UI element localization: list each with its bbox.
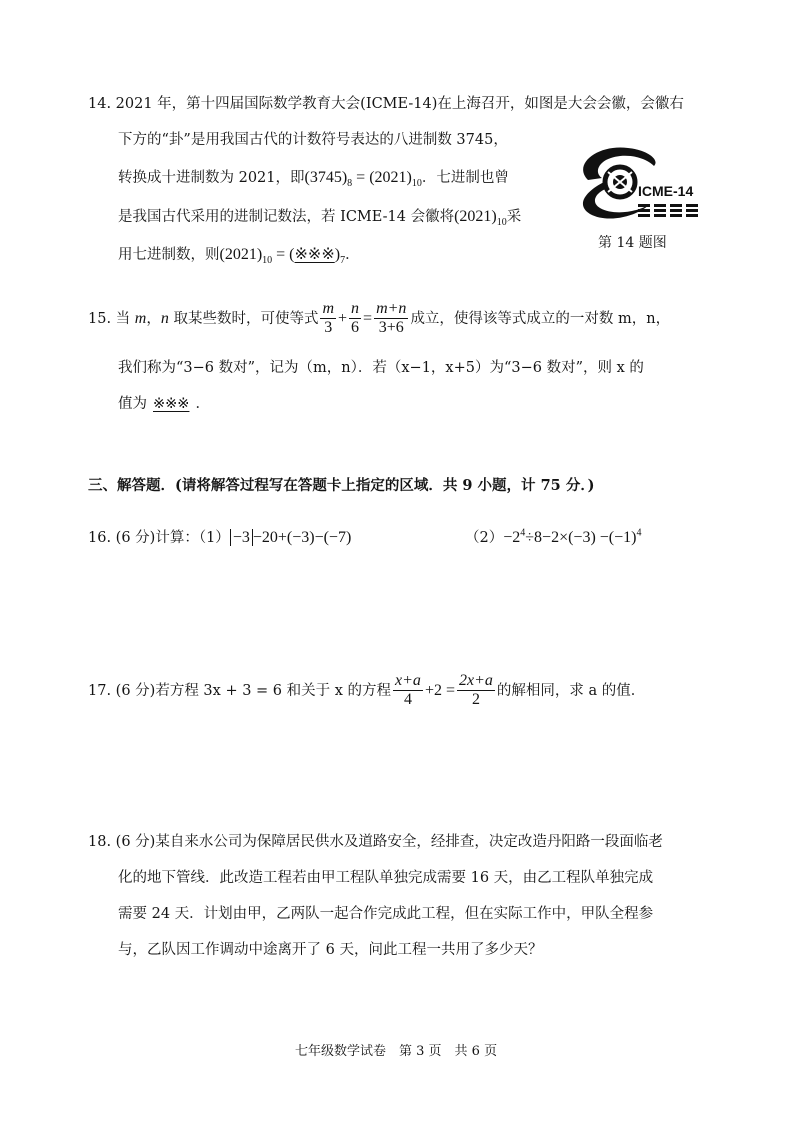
q18-line4: 与，乙队因工作调动中途离开了 6 天，问此工程一共用了多少天？ — [118, 942, 543, 958]
q15-frac3-den: 3+6 — [378, 319, 404, 337]
q17-tail: 的解相同，求 a 的值． — [496, 682, 646, 699]
q15-frac-sum — [374, 300, 408, 338]
q14-line5-base: 10 — [262, 255, 273, 267]
q14-line3 — [118, 166, 509, 189]
q17-frac1-den: 4 — [403, 691, 412, 709]
q16-part1-label: （1） — [198, 530, 230, 546]
q16-part2-label: （2） — [465, 530, 504, 546]
q14-octal-base: 8 — [347, 178, 353, 190]
q14-line5-base7: 7 — [340, 255, 346, 267]
q14-answer-blank: ※※※ — [294, 246, 335, 263]
q15-line3 — [118, 392, 210, 413]
q14-line4-number — [454, 208, 507, 229]
q16-abs-value: −3 — [230, 529, 253, 546]
q15-frac1-den: 3 — [324, 319, 333, 337]
q16-part2-base: −2 — [503, 529, 521, 546]
q15-var-m: m — [134, 309, 147, 327]
q15-plus: + — [338, 309, 348, 327]
q14-line1: 14. 2021 年，第十四届国际数学教育大会(ICME-14)在上海召开，如图是大会会徽，会徽右 — [88, 96, 684, 112]
q16-label: 16. (6 分)计算： — [88, 530, 199, 546]
q17-frac1-num: x+a — [393, 672, 423, 691]
q15-equals: = — [363, 309, 373, 327]
q15-frac2-den: 6 — [351, 319, 360, 337]
q17-line — [88, 672, 645, 710]
q15-frac-n-6 — [349, 300, 361, 338]
q14-line4-tail: 采 — [506, 209, 522, 225]
q14-line4-base: 10 — [496, 217, 507, 229]
q15-line1 — [88, 300, 670, 338]
q17-frac2 — [457, 672, 495, 710]
q17-intro: 17. (6 分)若方程 3x + 3 = 6 和关于 x 的方程 — [88, 682, 392, 699]
q14-line3-text: 转换成十进制数为 2021，即 — [118, 170, 305, 186]
q14-line5-period: ． — [345, 247, 360, 263]
q17-mid: +2 = — [424, 681, 455, 699]
q14-line5 — [118, 243, 360, 266]
q14-octal — [304, 169, 422, 190]
q16-part2 — [465, 526, 641, 547]
q14-line4-text: 是我国古代采用的进制记数法，若 ICME-14 会徽将 — [118, 209, 455, 225]
icme-logo-image — [568, 142, 708, 224]
q15-answer-blank: ※※※ — [153, 396, 190, 412]
q14-line4 — [118, 205, 521, 228]
q18-line3: 需要 24 天．计划由甲，乙两队一起合作完成此工程，但在实际工作中，甲队全程参 — [118, 906, 654, 922]
q17-frac2-num: 2x+a — [457, 672, 495, 691]
q16-line — [88, 526, 351, 547]
q15-comma: ， — [146, 310, 161, 327]
icme-logo-text: ICME-14 — [638, 183, 694, 199]
q16-part1-expr — [230, 529, 351, 546]
q14-line5-close: ) — [334, 246, 341, 263]
section3-title: 三、解答题．(请将解答过程写在答题卡上指定的区域．共 9 小题，计 75 分．) — [88, 477, 595, 494]
q17-frac1 — [393, 672, 423, 710]
q16-part2-exp2: 4 — [636, 527, 642, 539]
q15-frac-m-3 — [320, 300, 336, 338]
q15-period: ． — [195, 396, 210, 412]
q16-part2-rest: ÷8−2×(−3) −(−1) — [525, 529, 637, 546]
q14-decimal-number: = (2021) — [352, 169, 412, 186]
q15-frac2-num: n — [349, 300, 361, 319]
q14-figure-caption: 第 14 题图 — [598, 235, 667, 251]
q14-decimal-base: 10 — [411, 178, 422, 190]
q15-frac1-num: m — [320, 300, 336, 319]
q14-line5-value: (2021) — [219, 246, 263, 263]
q15-value-label: 值为 — [118, 396, 147, 412]
q15-var-n: n — [160, 309, 169, 327]
q18-line2: 化的地下管线．此改造工程若由甲工程队单独完成需要 16 天，由乙工程队单独完成 — [118, 870, 654, 886]
q16-part2-exp: 4 — [520, 527, 526, 539]
q15-frac3-num: m+n — [374, 300, 408, 319]
q15-line2: 我们称为“3−6 数对”，记为（m，n）．若（x−1，x+5）为“3−6 数对”，则 x 的 — [118, 360, 644, 376]
q15-intro: 15. 当 — [88, 310, 135, 327]
page-footer: 七年级数学试卷 第 3 页 共 6 页 — [295, 1044, 498, 1059]
q17-frac2-den: 2 — [471, 691, 480, 709]
q16-part2-expr — [503, 529, 641, 546]
q14-line5-eq: = ( — [272, 246, 295, 263]
q14-line4-value: (2021) — [454, 208, 497, 225]
q15-tail: 成立，使得该等式成立的一对数 m，n， — [410, 310, 671, 327]
q14-line2: 下方的“卦”是用我国古代的计数符号表达的八进制数 3745， — [118, 132, 508, 148]
q15-intro2: 取某些数时，可使等式 — [168, 310, 319, 327]
q14-line5-text: 用七进制数，则 — [118, 247, 220, 263]
q14-line3-tail: ．七进制也曾 — [421, 170, 509, 186]
q16-part1-rest: −20+(−3)−(−7) — [252, 529, 352, 546]
q14-octal-number: (3745) — [304, 169, 348, 186]
q14-line5-number — [219, 246, 346, 267]
q18-line1: 18. (6 分)某自来水公司为保障居民供水及道路安全，经排查，决定改造丹阳路一段面临老 — [88, 834, 663, 850]
